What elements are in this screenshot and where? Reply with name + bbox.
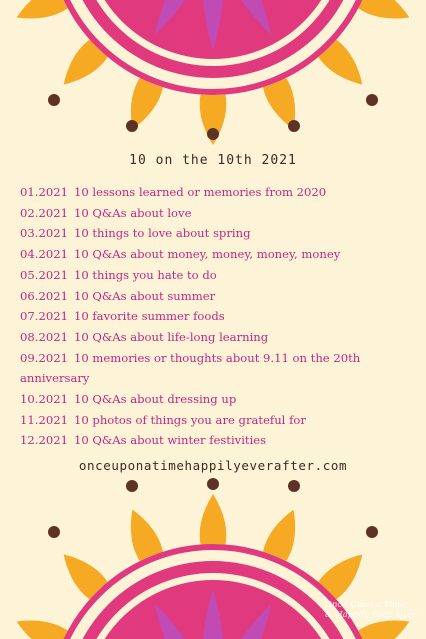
page-title: 10 on the 10th 2021 (129, 153, 297, 168)
decor-dot-shape (288, 480, 300, 492)
top-flower-decoration (0, 0, 426, 150)
list-item (20, 306, 416, 327)
decor-dot-shape (288, 120, 300, 132)
decor-dot-shape (48, 94, 60, 106)
list-item (20, 327, 416, 348)
watermark-signature (325, 600, 425, 620)
list-item (20, 410, 416, 431)
item-date: 02.2021 (20, 205, 68, 220)
list-item (20, 203, 416, 224)
item-text: 10 memories or thoughts about 9.11 on the 20th anniversary (20, 350, 361, 386)
item-date: 07.2021 (20, 309, 68, 324)
item-text: 10 favorite summer foods (73, 309, 225, 324)
item-text: 10 things to love about spring (73, 226, 251, 241)
item-text: 10 Q&As about love (73, 205, 192, 220)
list-item (20, 223, 416, 244)
list-item (20, 389, 416, 410)
decor-dot-shape (207, 478, 219, 490)
list-item (20, 286, 416, 307)
item-date: 10.2021 (20, 392, 68, 407)
decor-dot-shape (366, 94, 378, 106)
list-item (20, 182, 416, 203)
decor-dot-shape (126, 480, 138, 492)
decor-dot-shape (126, 120, 138, 132)
item-date: 08.2021 (20, 329, 68, 344)
list-item (20, 348, 416, 389)
item-date: 04.2021 (20, 247, 68, 262)
item-date: 11.2021 (20, 412, 68, 427)
item-text: 10 Q&As about life-long learning (73, 329, 269, 344)
item-text: 10 photos of things you are grateful for (73, 412, 306, 427)
decor-dot-shape (366, 526, 378, 538)
item-text: 10 lessons learned or memories from 2020 (73, 185, 327, 199)
item-date: 06.2021 (20, 288, 68, 303)
list-item (20, 265, 416, 286)
item-date: 05.2021 (20, 267, 68, 282)
decor-dot-shape (48, 526, 60, 538)
item-date: 03.2021 (20, 226, 68, 241)
website-url: onceuponatimehappilyeverafter.com (78, 458, 348, 473)
item-text: 10 Q&As about money, money, money, money (73, 247, 341, 262)
item-text: 10 Q&As about summer (73, 288, 216, 303)
watermark-line-1: Once Upon a Time (325, 600, 406, 610)
item-date: 09.2021 (20, 350, 68, 365)
item-text: 10 Q&As about winter festivities (73, 433, 267, 448)
item-text: 10 things you hate to do (73, 267, 217, 282)
list-item (20, 244, 416, 265)
decor-dot-shape (207, 128, 219, 140)
item-date: 12.2021 (20, 433, 68, 448)
item-text: 10 Q&As about dressing up (73, 392, 237, 407)
item-date: 01.2021 (20, 185, 68, 199)
list-item (20, 430, 416, 451)
monthly-topic-list (20, 182, 416, 451)
watermark-line-2: & Happily Ever After (325, 610, 417, 620)
